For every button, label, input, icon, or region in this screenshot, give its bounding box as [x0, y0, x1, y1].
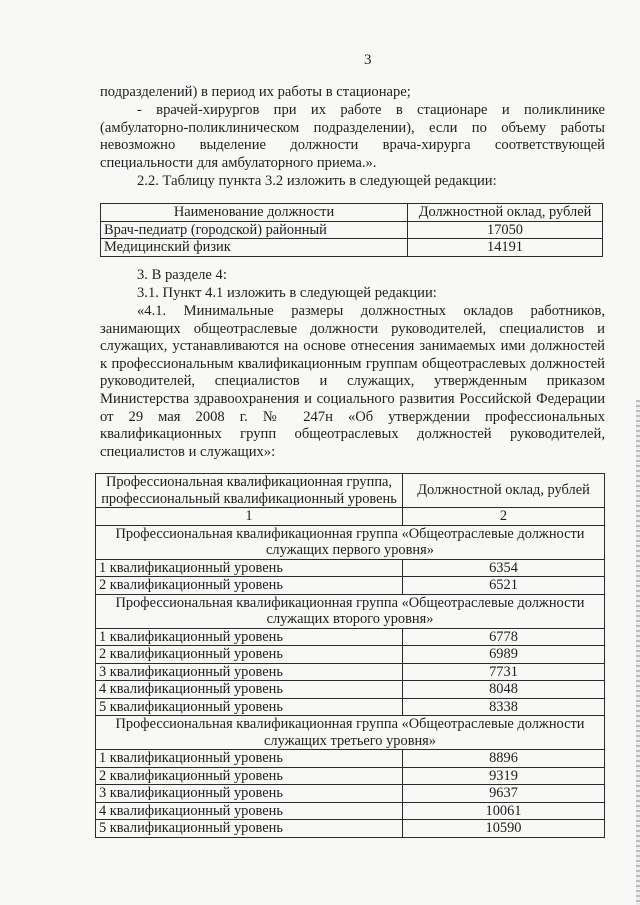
scan-edge-shadow — [636, 400, 640, 905]
table-cell: 8048 — [403, 681, 605, 699]
table-cell: 5 квалификационный уровень — [96, 820, 403, 838]
table-cell: 9319 — [403, 767, 605, 785]
table-cell: 6521 — [403, 577, 605, 595]
table-cell: 1 — [96, 508, 403, 526]
table-cell: 2 квалификационный уровень — [96, 646, 403, 664]
paragraph-quote: «4.1. Минимальные размеры должностных окладов работников, занимающих общеотраслевые должности руководителей, специалистов и служащих, устанавливаются на основе отнесения занимаемых ими должностей к профессиональным квалификационным группам общеотраслевых должностей руководителей, специалистов и служащих, утвержденным приказом Министерства здравоохранения и социального развития Российской Федерации от 29 мая 2008 г. № 247н «Об утверждении профессиональных квалификационных групп общеотраслевых должностей руководителей, специалистов и служащих»: — [100, 303, 605, 460]
table-cell: 6989 — [403, 646, 605, 664]
group-title: Профессиональная квалификационная группа «Общеотраслевые должности служащих третьего уровня» — [96, 716, 605, 750]
table-cell: 9637 — [403, 785, 605, 803]
table-header-cell: Должностной оклад, рублей — [408, 204, 603, 222]
table-header-cell: Наименование должности — [101, 204, 408, 222]
section-heading: 3. В разделе 4: — [137, 267, 227, 283]
table-cell: 6354 — [403, 559, 605, 577]
table-header-cell: Должностной оклад, рублей — [403, 474, 605, 508]
salary-table — [95, 473, 605, 838]
table-row — [96, 767, 605, 785]
table-header-row — [96, 474, 605, 508]
table-row — [101, 221, 603, 239]
table-cell: 7731 — [403, 663, 605, 681]
table-row — [96, 577, 605, 595]
group-title-row — [96, 525, 605, 559]
page-number: 3 — [364, 52, 372, 68]
paragraph-table-intro: 2.2. Таблицу пункта 3.2 изложить в следующей редакции: — [137, 173, 497, 189]
table-cell: 2 квалификационный уровень — [96, 577, 403, 595]
table-cell: 5 квалификационный уровень — [96, 698, 403, 716]
table-cell: 17050 — [408, 221, 603, 239]
paragraph-surgeons: - врачей-хирургов при их работе в стационаре и поликлинике (амбулаторно-поликлиническом подразделении), если по объему работы невозможно выделение должности врача-хирурга соответствующей специальности для амбулаторного приема.». — [100, 102, 605, 171]
table-row — [96, 646, 605, 664]
group-title-row — [96, 594, 605, 628]
group-title: Профессиональная квалификационная группа «Общеотраслевые должности служащих второго уровня» — [96, 594, 605, 628]
table-header-row — [101, 204, 603, 222]
table-row — [96, 820, 605, 838]
table-cell: Врач-педиатр (городской) районный — [101, 221, 408, 239]
table-cell: 1 квалификационный уровень — [96, 628, 403, 646]
table-row — [96, 802, 605, 820]
table-cell: Медицинский физик — [101, 239, 408, 257]
table-cell: 6778 — [403, 628, 605, 646]
table-cell: 14191 — [408, 239, 603, 257]
table-row — [101, 239, 603, 257]
table-row — [96, 681, 605, 699]
table-cell: 4 квалификационный уровень — [96, 802, 403, 820]
table-cell: 1 квалификационный уровень — [96, 750, 403, 768]
table-cell: 1 квалификационный уровень — [96, 559, 403, 577]
table-cell: 8338 — [403, 698, 605, 716]
group-title-row — [96, 716, 605, 750]
table-row — [96, 628, 605, 646]
paragraph-continuation: подразделений) в период их работы в стационаре; — [100, 84, 411, 100]
table-cell: 3 квалификационный уровень — [96, 785, 403, 803]
table-cell: 4 квалификационный уровень — [96, 681, 403, 699]
table-header-cell: Профессиональная квалификационная группа, профессиональный квалификационный уровень — [96, 474, 403, 508]
table-cell: 3 квалификационный уровень — [96, 663, 403, 681]
table-cell: 2 — [403, 508, 605, 526]
positions-table — [100, 203, 603, 257]
table-cell: 8896 — [403, 750, 605, 768]
table-cell: 10590 — [403, 820, 605, 838]
table-row — [96, 559, 605, 577]
table-row — [96, 698, 605, 716]
table-cell: 10061 — [403, 802, 605, 820]
group-title: Профессиональная квалификационная группа «Общеотраслевые должности служащих первого уровня» — [96, 525, 605, 559]
table-row — [96, 750, 605, 768]
table-row — [96, 785, 605, 803]
subsection-heading: 3.1. Пункт 4.1 изложить в следующей редакции: — [137, 285, 437, 301]
table-cell: 2 квалификационный уровень — [96, 767, 403, 785]
table-column-numbers — [96, 508, 605, 526]
table-row — [96, 663, 605, 681]
